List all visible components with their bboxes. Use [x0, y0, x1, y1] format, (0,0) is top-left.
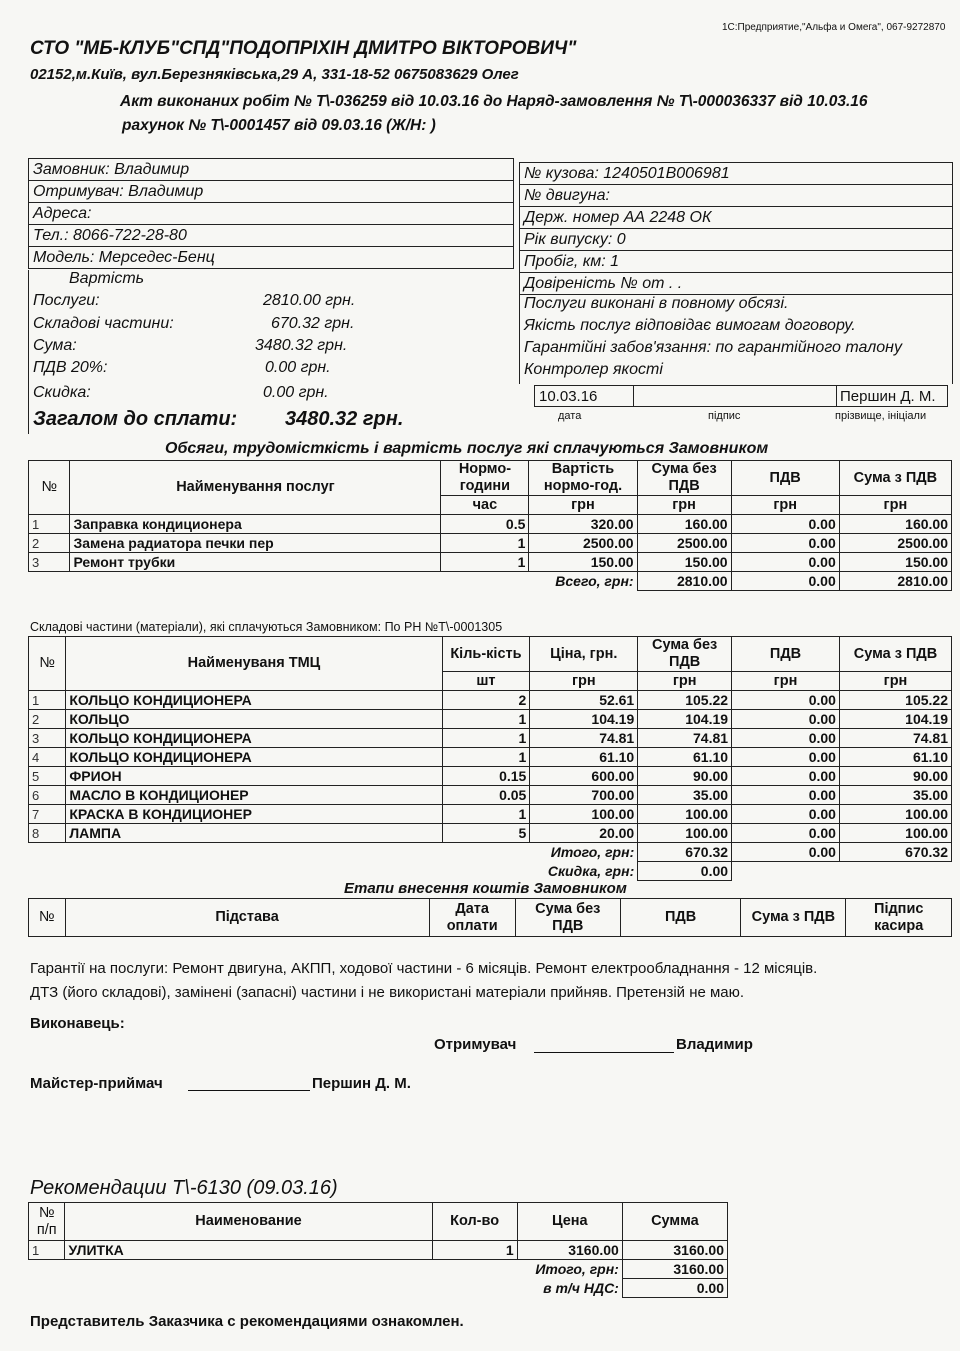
receiver-label: Отримувач	[434, 1036, 517, 1053]
rec-total-value: 3160.00	[622, 1260, 727, 1279]
rec-vat-label: в т/ч НДС:	[543, 1279, 619, 1296]
table-row	[29, 534, 952, 553]
row-no: 3	[29, 729, 66, 748]
row-sum: 100.00	[638, 824, 732, 843]
row-price: 700.00	[530, 786, 638, 805]
row-sum: 90.00	[638, 767, 732, 786]
row-price: 600.00	[530, 767, 638, 786]
col-price: Ціна, грн.	[530, 637, 638, 672]
row-price: 52.61	[530, 691, 638, 710]
master-signature-line	[188, 1074, 310, 1091]
act-line1: Акт виконаних робіт № Т\-036259 від 10.03.16 до Наряд-замовлення № Т\-000036337 від 10.03.16	[120, 93, 868, 110]
mileage: Пробіг, км: 1	[520, 251, 953, 273]
row-price: 100.00	[530, 805, 638, 824]
vat-value: 0.00 грн.	[265, 359, 331, 376]
row-no: 2	[29, 710, 66, 729]
company-name: СТО "МБ-КЛУБ"СПД"ПОДОПРІХІН ДМИТРО ВІКТОРОВИЧ"	[30, 38, 577, 59]
sum-value: 3480.32 грн.	[255, 337, 348, 354]
row-qty: 1	[441, 553, 529, 572]
pay-col-sign: Підпис касира	[846, 899, 952, 937]
caption-date: дата	[558, 410, 582, 422]
row-no: 3	[29, 553, 70, 572]
col-rate: Вартість нормо-год.	[529, 461, 637, 496]
row-price: 61.10	[530, 748, 638, 767]
row-name: КОЛЬЦО КОНДИЦИОНЕРА	[66, 729, 442, 748]
row-qty: 1	[442, 748, 530, 767]
row-name: КОЛЬЦО КОНДИЦИОНЕРА	[66, 748, 442, 767]
col-sum-vat: Сума з ПДВ	[839, 461, 951, 496]
vat-label: ПДВ 20%:	[33, 359, 108, 376]
col-no: №	[29, 461, 70, 515]
client-info-table	[28, 158, 514, 269]
total-label: Загалом до сплати:	[33, 408, 238, 430]
sum-label: Сума:	[33, 337, 77, 354]
row-name: Заправка кондиционера	[70, 515, 441, 534]
parts-total-total: 670.32	[839, 843, 951, 862]
row-no: 4	[29, 748, 66, 767]
row-sum: 150.00	[637, 553, 731, 572]
caption-name: прізвище, ініціали	[835, 410, 927, 422]
statement-1: Послуги виконані в повному обсязі.	[524, 295, 789, 312]
pay-col-basis: Підстава	[65, 899, 429, 937]
row-price: 2500.00	[529, 534, 637, 553]
row-total: 150.00	[839, 553, 951, 572]
row-no: 7	[29, 805, 66, 824]
address: Адреса:	[29, 203, 514, 225]
row-name: УЛИТКА	[65, 1241, 432, 1260]
unit-sum-vat: грн	[839, 672, 951, 691]
row-qty: 1	[432, 1241, 517, 1260]
model: Модель: Мерседес-Бенц	[29, 247, 514, 269]
signoff-table	[534, 385, 948, 407]
row-total: 35.00	[839, 786, 951, 805]
parts-label: Складові частини:	[33, 315, 174, 332]
unit-hours: час	[441, 496, 529, 515]
unit-sum-vat: грн	[839, 496, 951, 515]
row-sum: 160.00	[637, 515, 731, 534]
software-note: 1С:Предприятие,"Альфа и Омега", 067-9272870	[722, 22, 946, 33]
parts-table	[28, 636, 952, 881]
row-qty: 1	[441, 534, 529, 553]
col-name: Найменуваня ТМЦ	[66, 637, 442, 691]
services-total-label: Всего, грн:	[555, 572, 634, 589]
body-no: № кузова: 1240501В006981	[520, 163, 953, 185]
unit-price: грн	[530, 672, 638, 691]
table-row	[29, 515, 952, 534]
table-row	[29, 805, 952, 824]
col-vat: ПДВ	[732, 637, 840, 672]
row-total: 104.19	[839, 710, 951, 729]
services-total-sum: 2810.00	[637, 572, 731, 591]
col-sum-novat: Сума без ПДВ	[637, 461, 731, 496]
row-total: 105.22	[839, 691, 951, 710]
rec-col-no: № п/п	[29, 1203, 65, 1241]
receiver-signature-line	[534, 1036, 674, 1053]
row-total: 74.81	[839, 729, 951, 748]
unit-sum-novat: грн	[637, 496, 731, 515]
row-price: 320.00	[529, 515, 637, 534]
row-sum: 35.00	[638, 786, 732, 805]
row-vat: 0.00	[732, 748, 840, 767]
row-no: 5	[29, 767, 66, 786]
row-vat: 0.00	[731, 534, 839, 553]
unit-rate: грн	[529, 496, 637, 515]
row-price: 150.00	[529, 553, 637, 572]
row-name: КОЛЬЦО КОНДИЦИОНЕРА	[66, 691, 442, 710]
row-qty: 0.5	[441, 515, 529, 534]
parts-value: 670.32 грн.	[271, 315, 355, 332]
row-price: 3160.00	[517, 1241, 622, 1260]
discount-label: Скидка:	[33, 384, 91, 401]
unit-vat: грн	[732, 672, 840, 691]
table-row	[29, 748, 952, 767]
pay-col-no: №	[29, 899, 66, 937]
row-no: 1	[29, 1241, 65, 1260]
row-name: Ремонт трубки	[70, 553, 441, 572]
row-total: 90.00	[839, 767, 951, 786]
col-vat: ПДВ	[731, 461, 839, 496]
reg-no: Держ. номер АА 2248 ОК	[520, 207, 953, 229]
parts-title: Складові частини (матеріали), які сплачуються Замовником: По РН №Т\-0001305	[30, 620, 503, 634]
row-qty: 1	[442, 805, 530, 824]
row-vat: 0.00	[732, 729, 840, 748]
row-total: 61.10	[839, 748, 951, 767]
caption-sign: підпис	[708, 410, 741, 422]
row-name: МАСЛО В КОНДИЦИОНЕР	[66, 786, 442, 805]
table-row	[29, 729, 952, 748]
row-name: КРАСКА В КОНДИЦИОНЕР	[66, 805, 442, 824]
statements-block	[519, 290, 953, 384]
rec-col-sum: Сумма	[622, 1203, 727, 1241]
row-price: 74.81	[530, 729, 638, 748]
col-name: Найменування послуг	[70, 461, 441, 515]
col-sum-vat: Сума з ПДВ	[839, 637, 951, 672]
unit-vat: грн	[731, 496, 839, 515]
row-qty: 5	[442, 824, 530, 843]
row-qty: 1	[442, 729, 530, 748]
row-qty: 2	[442, 691, 530, 710]
row-sum: 61.10	[638, 748, 732, 767]
services-label: Послуги:	[33, 292, 100, 309]
master-label: Майстер-приймач	[30, 1075, 163, 1092]
row-no: 8	[29, 824, 66, 843]
row-sum: 3160.00	[622, 1241, 727, 1260]
table-row	[29, 691, 952, 710]
row-sum: 104.19	[638, 710, 732, 729]
parts-discount-label: Скидка, грн:	[547, 862, 635, 879]
row-price: 104.19	[530, 710, 638, 729]
discount-value: 0.00 грн.	[263, 384, 329, 401]
row-qty: 0.05	[442, 786, 530, 805]
row-vat: 0.00	[732, 824, 840, 843]
customer: Замовник: Владимир	[29, 159, 514, 181]
costs-header: Вартість	[69, 270, 145, 287]
company-address: 02152,м.Київ, вул.Березняківська,29 А, 331-18-52 0675083629 Олег	[30, 66, 519, 83]
pay-col-sum-vat: Сума з ПДВ	[741, 899, 846, 937]
row-name: ФРИОН	[66, 767, 442, 786]
row-vat: 0.00	[732, 767, 840, 786]
services-total-vat: 0.00	[731, 572, 839, 591]
col-hours: Нормо-години	[441, 461, 529, 496]
rec-col-price: Цена	[517, 1203, 622, 1241]
pay-col-vat: ПДВ	[620, 899, 740, 937]
row-sum: 105.22	[638, 691, 732, 710]
row-no: 1	[29, 691, 66, 710]
statement-3: Гарантійні забов'язання: по гарантійного талону	[524, 339, 902, 356]
row-vat: 0.00	[731, 553, 839, 572]
parts-total-sum: 670.32	[638, 843, 732, 862]
executor-label: Виконавець:	[30, 1015, 125, 1032]
table-row	[29, 710, 952, 729]
services-title: Обсяги, трудомісткість і вартість послуг які сплачуються Замовником	[165, 440, 769, 457]
table-row	[29, 553, 952, 572]
pay-col-sum-novat: Сума без ПДВ	[515, 899, 620, 937]
year: Рік випуску: 0	[520, 229, 953, 251]
table-row	[29, 824, 952, 843]
parts-total-label: Итого, грн:	[550, 843, 635, 860]
table-row	[29, 1241, 728, 1260]
phone: Тел.: 8066-722-28-80	[29, 225, 514, 247]
col-qty: Кіль-кість	[442, 637, 530, 672]
rec-total-label: Итого, грн:	[535, 1260, 619, 1277]
services-table	[28, 460, 952, 591]
unit-qty: шт	[442, 672, 530, 691]
row-sum: 74.81	[638, 729, 732, 748]
services-total-total: 2810.00	[839, 572, 951, 591]
row-vat: 0.00	[732, 786, 840, 805]
row-vat: 0.00	[732, 710, 840, 729]
row-name: ЛАМПА	[66, 824, 442, 843]
row-total: 100.00	[839, 805, 951, 824]
row-sum: 2500.00	[637, 534, 731, 553]
rec-col-name: Наименование	[65, 1203, 432, 1241]
engine-no: № двигуна:	[520, 185, 953, 207]
row-sum: 100.00	[638, 805, 732, 824]
parts-discount-value: 0.00	[638, 862, 732, 881]
row-vat: 0.00	[731, 515, 839, 534]
row-vat: 0.00	[732, 805, 840, 824]
costs-block	[28, 270, 515, 434]
row-total: 2500.00	[839, 534, 951, 553]
payments-table	[28, 898, 952, 937]
warranty-line1: Гарантії на послуги: Ремонт двигуна, АКПП, ходової частини - 6 місяців. Ремонт електрообладнання - 12 місяців.	[30, 960, 818, 977]
parts-total-vat: 0.00	[732, 843, 840, 862]
row-name: КОЛЬЦО	[66, 710, 442, 729]
quality-controller: Контролер якості	[524, 361, 663, 378]
row-qty: 0.15	[442, 767, 530, 786]
row-total: 100.00	[839, 824, 951, 843]
row-no: 1	[29, 515, 70, 534]
recommendations-title: Рекомендации Т\-6130 (09.03.16)	[30, 1177, 338, 1199]
row-no: 2	[29, 534, 70, 553]
row-no: 6	[29, 786, 66, 805]
services-value: 2810.00 грн.	[263, 292, 356, 309]
statement-2: Якість послуг відповідає вимогам договору.	[524, 317, 856, 334]
table-row	[29, 767, 952, 786]
receiver-name: Владимир	[676, 1036, 753, 1053]
rec-col-qty: Кол-во	[432, 1203, 517, 1241]
row-name: Замена радиатора печки пер	[70, 534, 441, 553]
proxy: Довіреність № от . .	[520, 273, 953, 295]
table-row	[29, 786, 952, 805]
recommendations-table	[28, 1202, 728, 1298]
warranty-line2: ДТЗ (його складові), замінені (запасні) частини і не використані матеріали прийняв. Претензій не маю.	[30, 984, 745, 1001]
payments-title: Етапи внесення коштів Замовником	[344, 880, 627, 897]
pay-col-date: Дата оплати	[429, 899, 515, 937]
signoff-date: 10.03.16	[535, 386, 634, 407]
signoff-name: Першин Д. М.	[837, 386, 948, 407]
receiver: Отримувач: Владимир	[29, 181, 514, 203]
row-vat: 0.00	[732, 691, 840, 710]
total-value: 3480.32 грн.	[285, 408, 404, 430]
col-sum-novat: Сума без ПДВ	[638, 637, 732, 672]
signoff-sign	[634, 386, 837, 407]
master-name: Першин Д. М.	[312, 1075, 411, 1092]
vehicle-info-table	[519, 162, 953, 295]
row-price: 20.00	[530, 824, 638, 843]
act-line2: рахунок № Т\-0001457 від 09.03.16 (Ж/Н: )	[122, 117, 436, 134]
row-qty: 1	[442, 710, 530, 729]
recommendations-footer: Представитель Заказчика с рекомендациями ознакомлен.	[30, 1313, 464, 1330]
rec-vat-value: 0.00	[622, 1279, 727, 1298]
unit-sum-novat: грн	[638, 672, 732, 691]
col-no: №	[29, 637, 66, 691]
row-total: 160.00	[839, 515, 951, 534]
